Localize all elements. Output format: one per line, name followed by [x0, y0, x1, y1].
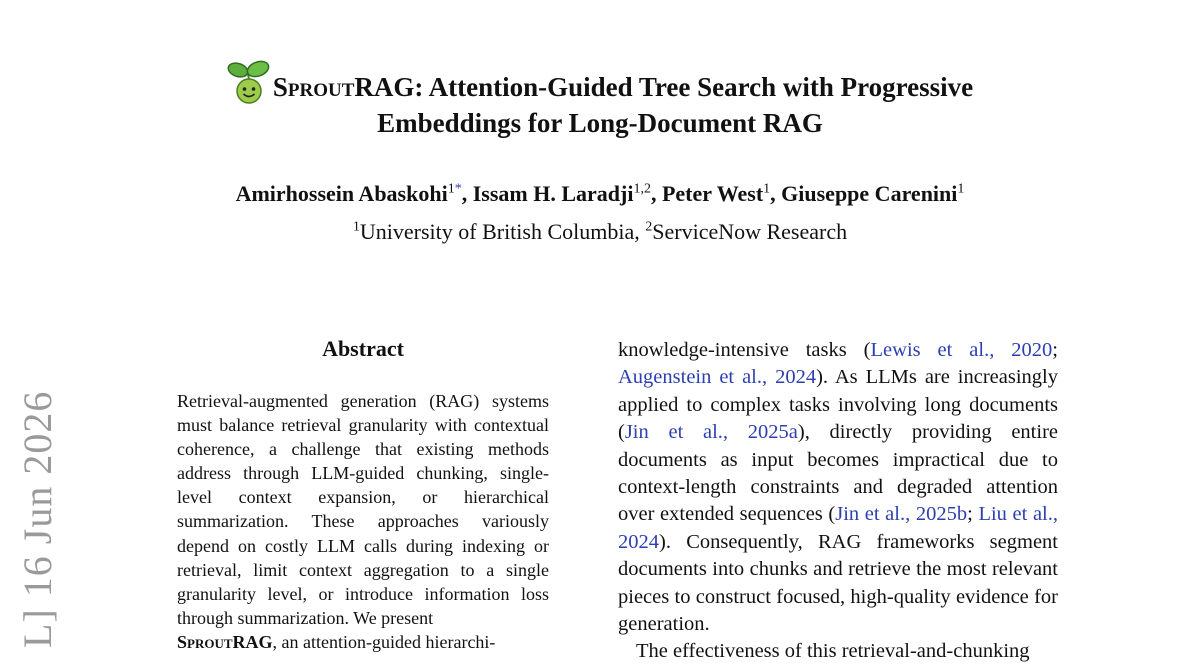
abstract-body	[177, 389, 549, 654]
author-name: Peter West	[661, 181, 764, 206]
title-name-rest: RAG	[354, 72, 415, 102]
intro-text: ), directly providing entire documents as input becomes impractical due to context-length constraints and degraded attention over extended sequences (	[618, 421, 1058, 526]
citation-link[interactable]: Augenstein et al., 2024	[618, 366, 817, 389]
intro-text: ). Consequently, RAG frameworks segment documents into chunks and retrieve the most relevant pieces to construct focused, high-quality evidence for generation.	[618, 530, 1058, 636]
intro-paragraph	[618, 337, 1058, 666]
sprout-logo-icon	[227, 60, 271, 106]
abstract-name-rest: RAG	[232, 631, 273, 652]
intro-text: ). As LLMs are increasingly applied to complex tasks involving long documents (	[618, 366, 1058, 444]
title-line1: : Attention-Guided Tree Search with Progressive	[414, 72, 974, 102]
intro-next-line: The effectiveness of this retrieval-and-chunking	[636, 640, 1030, 663]
abstract-name-smallcaps: Sprout	[177, 631, 233, 652]
arxiv-side-stamp: L] 16 Jun 2026	[15, 390, 60, 648]
intro-text: ;	[967, 503, 979, 526]
author-affil-num: 1	[957, 181, 965, 197]
author-mark: *	[454, 181, 462, 197]
abstract-text: Retrieval-augmented generation (RAG) systems must balance retrieval granularity with contextual coherence, a challenge that existing methods address through LLM-guided chunking, single-level context expansion, or hierarchical summarization. These approaches variously depend on costly LLM calls during indexing or retrieval, limit context aggregation to a single granularity level, or introduce information loss through summarization. We present	[177, 391, 549, 628]
author-name: Amirhossein Abaskohi	[235, 181, 448, 206]
citation-link[interactable]: Liu et al., 2024	[618, 503, 1058, 553]
title-line2: Embeddings for Long-Document RAG	[377, 108, 823, 138]
intro-text: knowledge-intensive tasks (	[618, 339, 871, 361]
affil-num: 1	[352, 219, 360, 235]
citation-link[interactable]: Jin et al., 2025b	[835, 503, 968, 526]
abstract-heading: Abstract	[322, 336, 404, 361]
author-name: Giuseppe Carenini	[781, 181, 958, 206]
title-name-smallcaps: Sprout	[272, 72, 355, 102]
author-name: Issam H. Laradji	[472, 181, 634, 206]
intro-text: ;	[1052, 339, 1058, 361]
paper-title	[0, 60, 1200, 140]
abstract-text-after: , an attention-guided hierarchi-	[272, 631, 496, 652]
author-list: Amirhossein Abaskohi$^{1*}$, Issam H. Laradji$^{1,2}$, Peter West$^1$, Giuseppe Carenini$^1$	[235, 181, 965, 206]
affil-num: 2	[645, 219, 653, 235]
author-affil-num: 1,2	[633, 181, 651, 197]
citation-link[interactable]: Lewis et al., 2020	[870, 339, 1053, 361]
affil-name: University of British Columbia	[359, 219, 635, 244]
affil-name: ServiceNow Research	[652, 219, 848, 244]
citation-link[interactable]: Jin et al., 2025a	[624, 421, 798, 444]
author-affil-num: 1	[447, 181, 455, 197]
affiliation-list: $^1$University of British Columbia, $^2$ServiceNow Research	[352, 219, 848, 244]
author-affil-num: 1	[763, 181, 771, 197]
